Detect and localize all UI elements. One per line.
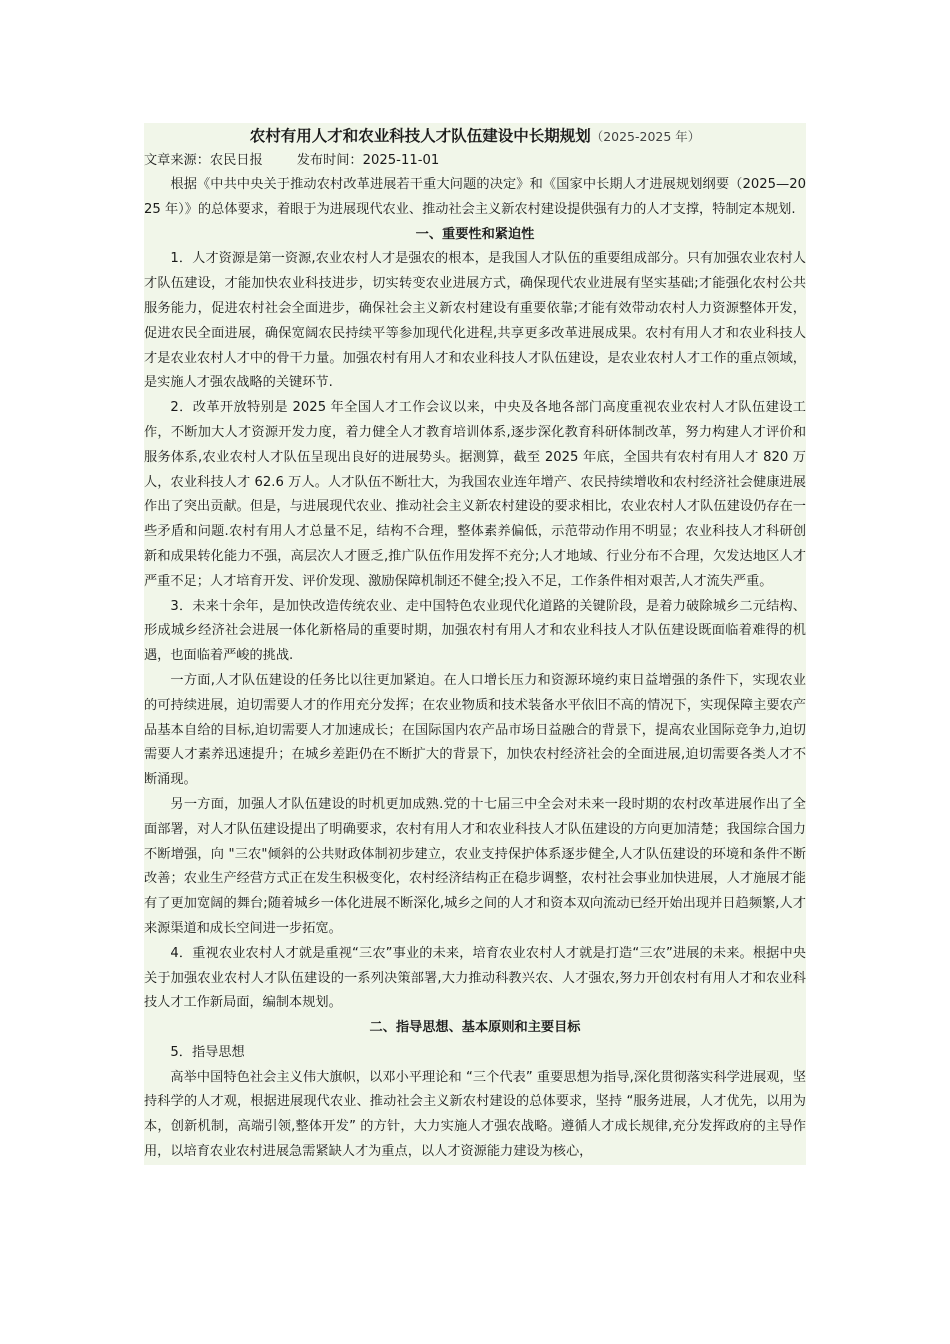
document-page	[144, 123, 806, 1165]
subheading-guiding-thought: 5．指导思想	[170, 1044, 245, 1060]
document-title-years: （2025-2025 年）	[590, 129, 701, 144]
paragraph-7: 高举中国特色社会主义伟大旗帜，以邓小平理论和 “三个代表” 重要思想为指导,深化贯彻落实科学进展观，坚持科学的人才观，根据进展现代农业、推动社会主义新农村建设的总体要求，坚持 “服务进展，人才优先，以用为本，创新机制，高端引领,整体开发” 的方针，大力实施人才强农战略。遵循人才成长规律,充分发挥政府的主导作用，以培育农业农村进展急需紧缺人才为重点，以人才资源能力建设为核心，	[144, 1069, 806, 1160]
paragraph-6: 4．重视农业农村人才就是重视“三农”事业的未来，培育农业农村人才就是打造“三农”进展的未来。根据中央关于加强农业农村人才队伍建设的一系列决策部署,大力推动科教兴农、人才强农,努力开创农村有用人才和农业科技人才工作新局面，编制本规划。	[144, 945, 806, 1011]
section-heading-importance: 一、重要性和紧迫性	[415, 226, 535, 242]
article-date: 发布时间：2025-11-01	[296, 153, 440, 168]
paragraph-3: 3．未来十余年，是加快改造传统农业、走中国特色农业现代化道路的关键阶段，是着力破除城乡二元结构、形成城乡经济社会进展一体化新格局的重要时期，加强农村有用人才和农业科技人才队伍建设既面临着难得的机遇，也面临着严峻的挑战.	[144, 598, 806, 664]
paragraph-4: 一方面,人才队伍建设的任务比以往更加紧迫。在人口增长压力和资源环境约束日益增强的条件下，实现农业的可持续进展，迫切需要人才的作用充分发挥；在农业物质和技术装备水平依旧不高的情况下，实现保障主要农产品基本自给的目标,迫切需要人才加速成长；在国际国内农产品市场日益融合的背景下，提高农业国际竞争力,迫切需要人才素养迅速提升；在城乡差距仍在不断扩大的背景下，加快农村经济社会的全面进展,迫切需要各类人才不断涌现。	[144, 672, 806, 788]
document-title: 农村有用人才和农业科技人才队伍建设中长期规划	[249, 127, 591, 145]
intro-paragraph: 根据《中共中央关于推动农村改革进展若干重大问题的决定》和《国家中长期人才进展规划纲要（2025—2025 年）》的总体要求，着眼于为进展现代农业、推动社会主义新农村建设提供强有力的人才支撑，特制定本规划.	[144, 177, 806, 217]
paragraph-1: 1．人才资源是第一资源,农业农村人才是强农的根本，是我国人才队伍的重要组成部分。只有加强农业农村人才队伍建设，才能加快农业科技进步，切实转变农业进展方式，确保现代农业进展有坚实基础;才能强化农村公共服务能力，促进农村社会全面进步，确保社会主义新农村建设有重要依靠;才能有效带动农村人力资源整体开发，促进农民全面进展，确保宽阔农民持续平等参加现代化进程,共享更多改革进展成果。农村有用人才和农业科技人才是农业农村人才中的骨干力量。加强农村有用人才和农业科技人才队伍建设，是农业农村人才工作的重点领域，是实施人才强农战略的关键环节.	[144, 251, 806, 391]
article-source: 文章来源：农民日报	[144, 153, 263, 168]
section-heading-guiding: 二、指导思想、基本原则和主要目标	[369, 1020, 581, 1036]
article-meta	[144, 149, 806, 173]
paragraph-5: 另一方面，加强人才队伍建设的时机更加成熟.党的十七届三中全会对未来一段时期的农村改革进展作出了全面部署，对人才队伍建设提出了明确要求，农村有用人才和农业科技人才队伍建设的方向更加清楚；我国综合国力不断增强，向 "三农"倾斜的公共财政体制初步建立，农业支持保护体系逐步健全,人才队伍建设的环境和条件不断改善；农业生产经营方式正在发生积极变化，农村经济结构正在稳步调整，农村社会事业加快进展，人才施展才能有了更加宽阔的舞台;随着城乡一体化进展不断深化,城乡之间的人才和资本双向流动已经开始出现并日趋频繁,人才来源渠道和成长空间进一步拓宽。	[144, 796, 806, 936]
paragraph-2: 2．改革开放特别是 2025 年全国人才工作会议以来，中央及各地各部门高度重视农业农村人才队伍建设工作，不断加大人才资源开发力度，着力健全人才教育培训体系,逐步深化教育科研体制改革，努力构建人才评价和服务体系,农业农村人才队伍呈现出良好的进展势头。据测算，截至 2025 年底，全国共有农村有用人才 820 万人，农业科技人才 62.6 万人。人才队伍不断壮大，为我国农业连年增产、农民持续增收和农村经济社会健康进展作出了突出贡献。但是，与进展现代农业、推动社会主义新农村建设的要求相比，农业农村人才队伍建设仍存在一些矛盾和问题.农村有用人才总量不足，结构不合理，整体素养偏低，示范带动作用不明显；农业科技人才科研创新和成果转化能力不强，高层次人才匮乏,推广队伍作用发挥不充分;人才地域、行业分布不合理，欠发达地区人才严重不足；人才培育开发、评价发现、激励保障机制还不健全;投入不足，工作条件相对艰苦,人才流失严重。	[144, 400, 806, 589]
title-line	[144, 123, 806, 149]
